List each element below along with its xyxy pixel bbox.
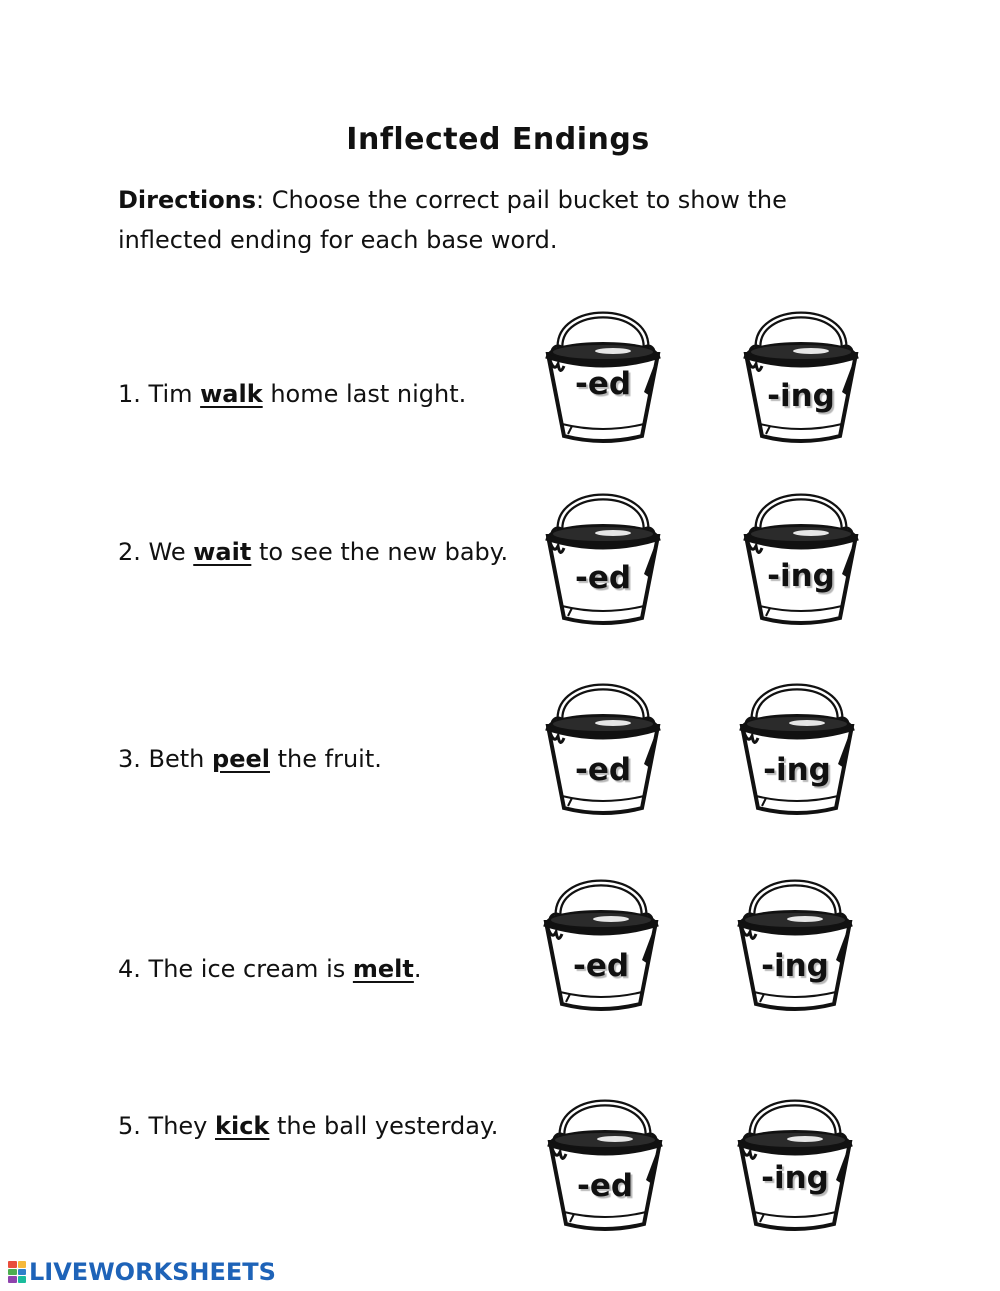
question-4 xyxy=(118,955,422,983)
pail-icon xyxy=(730,1084,860,1234)
question-1-before: 1. Tim xyxy=(118,380,201,408)
bucket-label: -ed xyxy=(574,560,632,596)
question-3-after: the fruit. xyxy=(269,745,382,773)
question-4-after: . xyxy=(413,955,422,983)
question-1-base-word: walk xyxy=(200,380,263,408)
question-2 xyxy=(118,538,508,566)
question-2-ing-bucket[interactable] xyxy=(736,478,866,628)
question-3-ed-bucket[interactable] xyxy=(538,668,668,818)
bucket-label: -ed xyxy=(572,948,630,984)
question-5 xyxy=(118,1112,498,1140)
question-1-ed-bucket[interactable] xyxy=(538,296,668,446)
question-3-before: 3. Beth xyxy=(118,745,213,773)
question-2-before: 2. We xyxy=(118,538,194,566)
question-5-after: the ball yesterday. xyxy=(269,1112,499,1140)
bucket-label: -ed xyxy=(576,1168,634,1204)
bucket-label: -ed xyxy=(574,366,632,402)
directions-text: : Choose the correct pail bucket to show the inflected ending for each base word. xyxy=(118,186,787,254)
directions-label: Directions xyxy=(118,186,257,214)
question-5-before: 5. They xyxy=(118,1112,215,1140)
pail-icon xyxy=(736,478,866,628)
question-1-ing-bucket[interactable] xyxy=(736,296,866,446)
question-1-after: home last night. xyxy=(262,380,467,408)
question-3 xyxy=(118,745,382,773)
liveworksheets-logo[interactable] xyxy=(8,1258,276,1286)
question-4-ed-bucket[interactable] xyxy=(536,864,666,1014)
bucket-label: -ing xyxy=(767,558,835,594)
bucket-label: -ing xyxy=(767,378,835,414)
pail-icon xyxy=(540,1084,670,1234)
bucket-label: -ing xyxy=(761,948,829,984)
pail-icon xyxy=(730,864,860,1014)
question-5-ed-bucket[interactable] xyxy=(540,1084,670,1234)
pail-icon xyxy=(536,864,666,1014)
question-3-ing-bucket[interactable] xyxy=(732,668,862,818)
pail-icon xyxy=(732,668,862,818)
title-text: Inflected Endings xyxy=(346,122,650,157)
question-2-base-word: wait xyxy=(193,538,252,566)
question-4-base-word: melt xyxy=(352,955,414,983)
liveworksheets-logo-icon xyxy=(8,1261,26,1283)
question-1 xyxy=(118,380,466,408)
pail-icon xyxy=(538,478,668,628)
pail-icon xyxy=(736,296,866,446)
worksheet-title xyxy=(0,122,1000,157)
question-4-before: 4. The ice cream is xyxy=(118,955,353,983)
bucket-label: -ing xyxy=(763,752,831,788)
bucket-label: -ing xyxy=(761,1160,829,1196)
question-3-base-word: peel xyxy=(212,745,270,773)
pail-icon xyxy=(538,296,668,446)
question-2-ed-bucket[interactable] xyxy=(538,478,668,628)
liveworksheets-brand-text: LIVEWORKSHEETS xyxy=(29,1258,276,1286)
question-2-after: to see the new baby. xyxy=(251,538,509,566)
question-5-base-word: kick xyxy=(215,1112,270,1140)
pail-icon xyxy=(538,668,668,818)
directions xyxy=(118,180,838,260)
bucket-label: -ed xyxy=(574,752,632,788)
question-4-ing-bucket[interactable] xyxy=(730,864,860,1014)
question-5-ing-bucket[interactable] xyxy=(730,1084,860,1234)
